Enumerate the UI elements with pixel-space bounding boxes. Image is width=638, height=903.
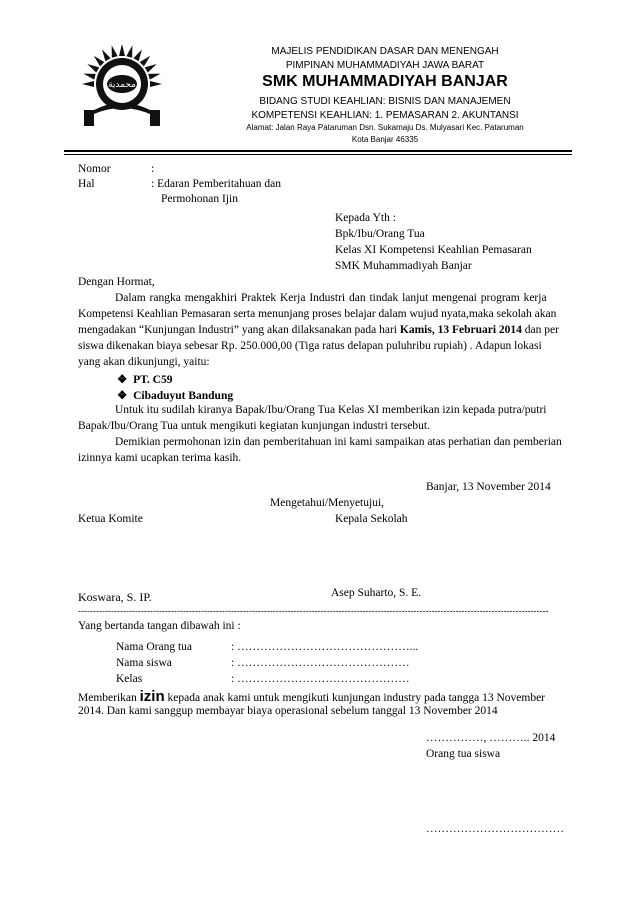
field-value-student-name: : ……………………………………… xyxy=(231,657,410,669)
header-address: Alamat: Jalan Raya Pataruman Dsn. Sukamaju Ds. Mulyasari Kec. Pataruman xyxy=(246,123,524,132)
recipient-line-1: Kepada Yth : xyxy=(335,212,396,224)
cut-line: ------------------------------------------------------------------------------------------------------------------------------------------------------------- xyxy=(78,606,549,616)
header-city: Kota Banjar 46335 xyxy=(351,135,419,144)
hal-value-line-2: Permohonan Ijin xyxy=(161,193,238,205)
diamond-bullet-icon: ❖ xyxy=(117,374,128,386)
field-value-class: : ……………………………………… xyxy=(231,673,410,685)
paragraph-1-line-4: siswa dikenakan biaya sebesar Rp. 250.000,00 (Tiga ratus delapan puluhribu rupiah) . Adapun lokasi xyxy=(78,340,542,352)
header-line-3: BIDANG STUDI KEAHLIAN: BISNIS DAN MANAJEMEN xyxy=(259,96,511,107)
consent-statement-line-2: 2014. Dan kami sanggup membayar biaya operasional sebelum tanggal 13 November 2014 xyxy=(78,705,498,717)
field-label-class: Kelas xyxy=(116,673,143,685)
paragraph-1-line-3 xyxy=(78,324,559,336)
muhammadiyah-sun-logo-icon xyxy=(78,44,166,130)
reply-signer: Orang tua siswa xyxy=(426,748,501,760)
header-divider-thick xyxy=(64,150,572,152)
reply-intro: Yang bertanda tangan dibawah ini : xyxy=(78,620,241,632)
recipient-line-3: Kelas XI Kompetensi Keahlian Pemasaran xyxy=(335,244,532,256)
paragraph-2-line-2: Bapak/Ibu/Orang Tua untuk mengikuti kegiatan kunjungan industri tersebut. xyxy=(78,420,430,432)
header-divider-thin xyxy=(64,154,572,155)
paragraph-1-line-1: Dalam rangka mengakhiri Praktek Kerja Industri dan tindak lanjut mengenai program kerja xyxy=(115,292,547,304)
nomor-label: Nomor xyxy=(78,163,111,175)
diamond-bullet-icon: ❖ xyxy=(117,390,128,402)
svg-text:محمدية: محمدية xyxy=(108,80,136,90)
bullet-label: Cibaduyut Bandung xyxy=(133,390,234,402)
nomor-value: : xyxy=(151,163,155,175)
principal-title: Kepala Sekolah xyxy=(335,513,408,525)
recipient-line-4: SMK Muhammadiyah Banjar xyxy=(335,260,472,272)
p1-line-3-text: mengadakan “Kunjungan Industri” yang akan dilaksanakan pada hari xyxy=(78,324,400,336)
p1-line-3-tail: dan per xyxy=(521,324,559,336)
recipient-line-2: Bpk/Ibu/Orang Tua xyxy=(335,228,425,240)
header-line-2: PIMPINAN MUHAMMADIYAH JAWA BARAT xyxy=(285,60,485,71)
committee-name: Koswara, S. IP. xyxy=(78,590,152,604)
consent-statement-line-1 xyxy=(78,688,545,705)
field-value-parent-name: : ………………………………………... xyxy=(231,641,419,653)
field-label-parent-name: Nama Orang tua xyxy=(116,641,192,653)
paragraph-3-line-1: Demikian permohonan izin dan pemberitahuan ini kami sampaikan atas perhatian dan pemberian xyxy=(115,436,562,448)
reply-date-line: ……………, ……….. 2014 xyxy=(426,732,556,744)
greeting: Dengan Hormat, xyxy=(78,276,155,288)
event-date: Kamis, 13 Februari 2014 xyxy=(399,324,522,336)
committee-title: Ketua Komite xyxy=(78,513,143,525)
consent-izin-word: izin xyxy=(139,688,165,705)
hal-value-line-1: : Edaran Pemberitahuan dan xyxy=(151,178,281,190)
letter-date: Banjar, 13 November 2014 xyxy=(426,481,551,493)
school-logo xyxy=(78,44,166,130)
hal-label: Hal xyxy=(78,178,95,190)
list-item xyxy=(117,372,172,386)
field-label-student-name: Nama siswa xyxy=(116,657,172,669)
paragraph-3-line-2: izinnya kami ucapkan terima kasih. xyxy=(78,452,242,464)
school-name: SMK MUHAMMADIYAH BANJAR xyxy=(262,73,508,90)
bullet-label: PT. C59 xyxy=(133,374,173,386)
list-item xyxy=(117,388,233,402)
paragraph-1-line-2: Kompetensi Keahlian Pemasaran serta menunjang proses belajar dalam wujud nyata,maka sekolah akan xyxy=(78,308,557,320)
approval-label: Mengetahui/Menyetujui, xyxy=(270,497,385,509)
header-line-1: MAJELIS PENDIDIKAN DASAR DAN MENENGAH xyxy=(271,46,499,57)
consent-text-a: Memberikan xyxy=(78,692,140,704)
principal-name: Asep Suharto, S. E. xyxy=(331,587,422,599)
reply-signature-line: ……………………………… xyxy=(426,823,564,835)
paragraph-1-line-5: yang akan dikunjungi, yaitu: xyxy=(78,356,210,368)
paragraph-2-line-1: Untuk itu sudilah kiranya Bapak/Ibu/Orang Tua Kelas XI memberikan izin kepada putra/putri xyxy=(115,404,547,416)
consent-text-b: kepada anak kami untuk mengikuti kunjungan industry pada tangga 13 November xyxy=(164,692,546,704)
header-line-4: KOMPETENSI KEAHLIAN: 1. PEMASARAN 2. AKUNTANSI xyxy=(251,110,519,121)
